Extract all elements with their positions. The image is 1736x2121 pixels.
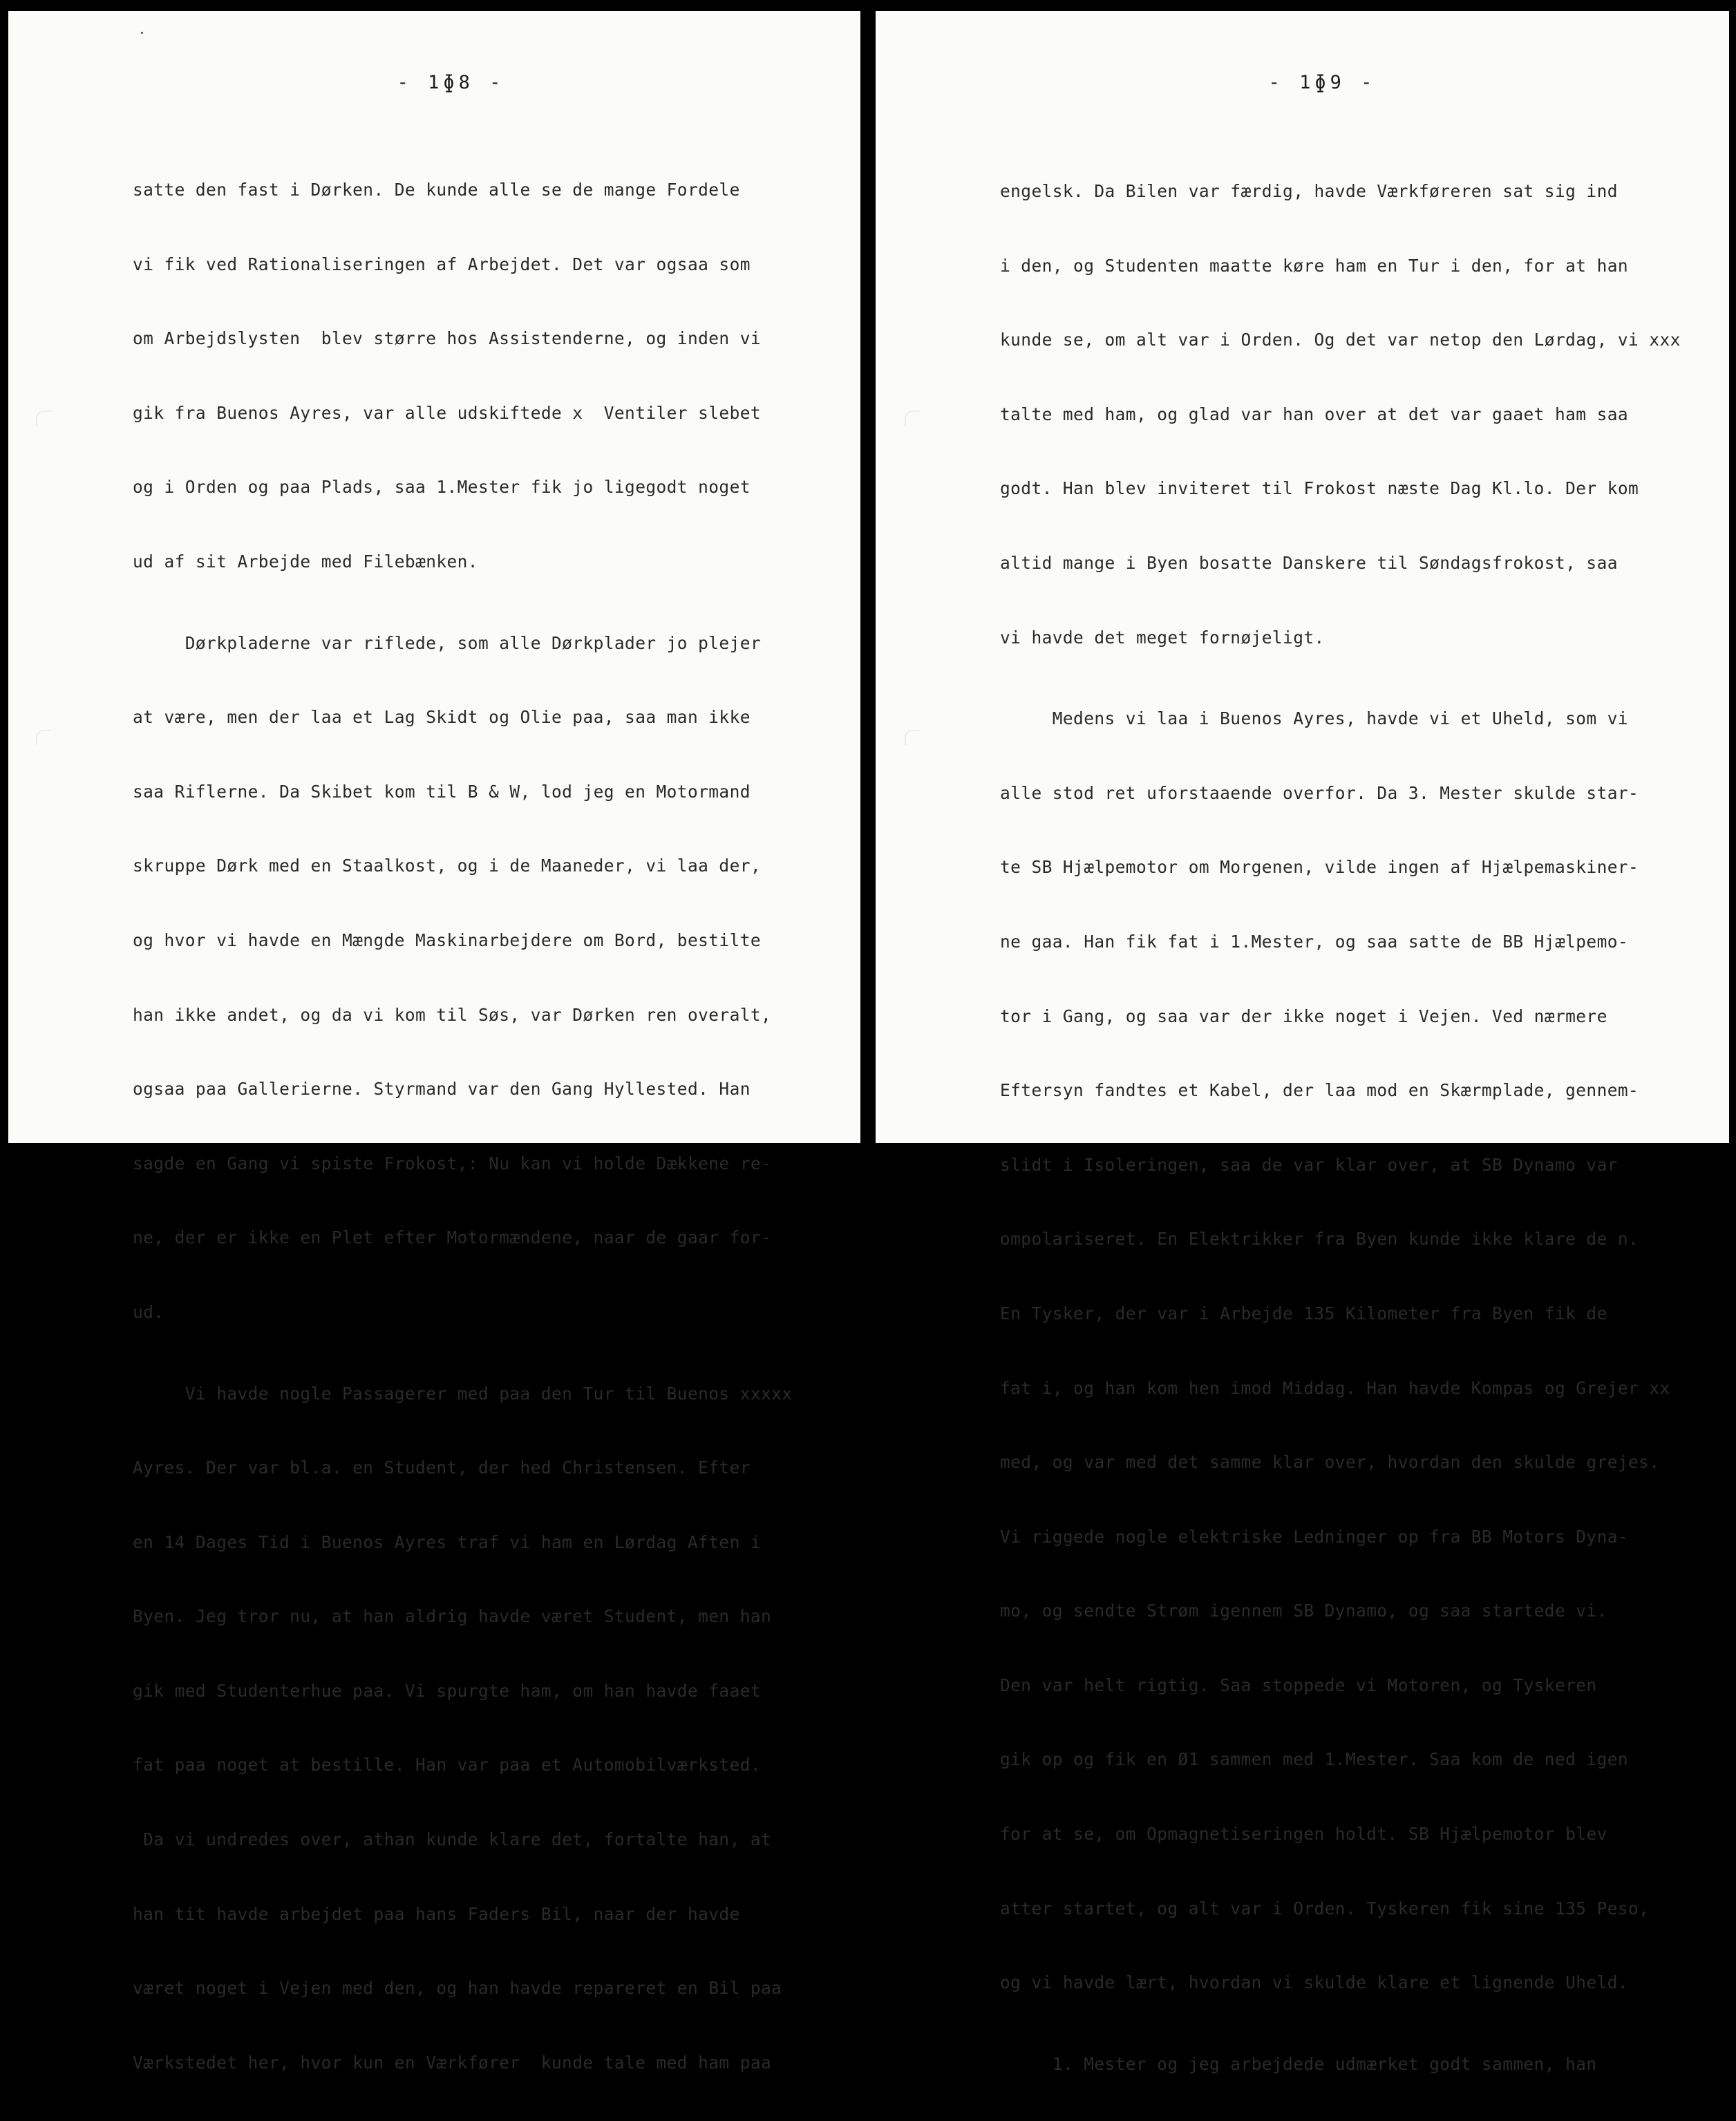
- text-line: fat paa noget at bestille. Han var paa et Automobilværksted.: [133, 1755, 762, 1775]
- left-page: [8, 11, 860, 2073]
- text-line: slidt i Isoleringen, saa de var klar over, at SB Dynamo var: [1000, 1154, 1618, 1175]
- text-line: Eftersyn fandtes et Kabel, der laa mod en Skærmplade, gennem-: [1000, 1080, 1639, 1101]
- text-line: fat i, og han kom hen imod Middag. Han havde Kompas og Grejer xx: [1000, 1377, 1670, 1398]
- text-line: te SB Hjælpemotor om Morgenen, vilde ingen af Hjælpemaskiner-: [1000, 857, 1639, 878]
- typed-text: [1000, 134, 1681, 2121]
- text-line: satte den fast i Dørken. De kunde alle se de mange Fordele: [133, 180, 740, 200]
- text-line: ud.: [133, 1301, 164, 1322]
- punch-hole-mark: [36, 411, 51, 426]
- text-line: ogsaa paa Gallerierne. Styrmand var den Gang Hyllested. Han: [133, 1079, 751, 1100]
- text-line: gik med Studenterhue paa. Vi spurgte ham, om han havde faaet: [133, 1680, 762, 1701]
- text-line: ne gaa. Han fik fat i 1.Mester, og saa satte de BB Hjælpemo-: [1000, 931, 1629, 952]
- text-line: Ayres. Der var bl.a. en Student, der hed Christensen. Efter: [133, 1458, 751, 1478]
- text-line: og hvor vi havde en Mængde Maskinarbejdere om Bord, bestilte: [133, 930, 762, 950]
- text-line: en 14 Dages Tid i Buenos Ayres traf vi ham en Lørdag Aften i: [133, 1531, 762, 1552]
- text-line: han tit havde arbejdet paa hans Faders Bil, naar der havde: [133, 1903, 740, 1924]
- text-line: Den var helt rigtig. Saa stoppede vi Motoren, og Tyskeren: [1000, 1675, 1597, 1695]
- typed-text: [133, 133, 792, 2120]
- text-line: med, og var med det samme klar over, hvordan den skulde grejes.: [1000, 1452, 1660, 1473]
- text-line: Vi havde nogle Passagerer med paa den Tur til Buenos xxxxx: [133, 1383, 793, 1404]
- text-line: alle stod ret uforstaaende overfor. Da 3. Mester skulde star-: [1000, 782, 1639, 803]
- text-line: om Arbejdslysten blev større hos Assistenderne, og inden vi: [133, 328, 762, 349]
- text-line: atter startet, og alt var i Orden. Tyskeren fik sine 135 Peso,: [1000, 1898, 1650, 1919]
- text-line: ne, der er ikke en Plet efter Motormændene, naar de gaar for-: [133, 1227, 772, 1248]
- punch-hole-mark: [905, 730, 920, 745]
- text-line: tor i Gang, og saa var der ikke noget i Vejen. Ved nærmere: [1000, 1006, 1607, 1026]
- text-line: engelsk. Da Bilen var færdig, havde Værkføreren sat sig ind: [1000, 181, 1618, 201]
- scan-speck: [141, 32, 143, 34]
- page-number: - 1ɸ8 -: [397, 72, 505, 93]
- text-line: ud af sit Arbejde med Filebænken.: [133, 551, 478, 572]
- text-line: gik fra Buenos Ayres, var alle udskiftede x Ventiler slebet: [133, 402, 762, 423]
- text-line: Byen. Jeg tror nu, at han aldrig havde været Student, men han: [133, 1606, 772, 1627]
- text-line: og vi havde lært, hvordan vi skulde klare et lignende Uheld.: [1000, 1972, 1629, 1993]
- text-line: saa Riflerne. Da Skibet kom til B & W, lod jeg en Motormand: [133, 781, 751, 802]
- text-line: skruppe Dørk med en Staalkost, og i de Maaneder, vi laa der,: [133, 856, 762, 876]
- text-line: gik op og fik en Ø1 sammen med 1.Mester. Saa kom de ned igen: [1000, 1749, 1629, 1770]
- text-line: Værkstedet her, hvor kun en Værkfører kunde tale med ham paa: [133, 2052, 772, 2073]
- text-line: at være, men der laa et Lag Skidt og Olie paa, saa man ikke: [133, 707, 751, 728]
- text-line: i den, og Studenten maatte køre ham en Tur i den, for at han: [1000, 255, 1629, 276]
- text-line: han ikke andet, og da vi kom til Søs, var Dørken ren overalt,: [133, 1004, 772, 1025]
- text-line: En Tysker, der var i Arbejde 135 Kilometer fra Byen fik de: [1000, 1303, 1607, 1323]
- text-line: kunde se, om alt var i Orden. Og det var netop den Lørdag, vi xxx: [1000, 330, 1681, 350]
- text-line: altid mange i Byen bosatte Danskere til Søndagsfrokost, saa: [1000, 552, 1618, 573]
- text-line: godt. Han blev inviteret til Frokost næste Dag Kl.lo. Der kom: [1000, 478, 1639, 499]
- text-line: for at se, om Opmagnetiseringen holdt. SB Hjælpemotor blev: [1000, 1824, 1607, 1845]
- text-line: vi havde det meget fornøjeligt.: [1000, 627, 1325, 648]
- punch-hole-mark: [905, 411, 920, 426]
- text-line: ompolariseret. En Elektrikker fra Byen kunde ikke klare de n.: [1000, 1229, 1639, 1250]
- text-line: Medens vi laa i Buenos Ayres, havde vi et Uheld, som vi: [1000, 708, 1629, 729]
- text-line: været noget i Vejen med den, og han havde repareret en Bil paa: [133, 1978, 782, 1999]
- text-line: Vi riggede nogle elektriske Ledninger op fra BB Motors Dyna-: [1000, 1526, 1629, 1547]
- text-line: mo, og sendte Strøm igennem SB Dynamo, og saa startede vi.: [1000, 1601, 1607, 1621]
- text-line: sagde en Gang vi spiste Frokost,: Nu kan vi holde Dækkene re-: [133, 1153, 772, 1173]
- right-page: [876, 11, 1729, 2074]
- text-line: Da vi undredes over, athan kunde klare det, fortalte han, at: [133, 1829, 772, 1850]
- text-line: Dørkpladerne var riflede, som alle Dørkplader jo plejer: [133, 632, 762, 653]
- text-line: og i Orden og paa Plads, saa 1.Mester fik jo ligegodt noget: [133, 477, 751, 498]
- text-line: 1. Mester og jeg arbejdede udmærket godt sammen, han: [1000, 2053, 1597, 2074]
- text-line: talte med ham, og glad var han over at det var gaaet ham saa: [1000, 404, 1629, 424]
- text-line: vi fik ved Rationaliseringen af Arbejdet. Det var ogsaa som: [133, 254, 751, 274]
- page-number: - 1ɸ9 -: [1268, 72, 1377, 93]
- punch-hole-mark: [36, 730, 51, 745]
